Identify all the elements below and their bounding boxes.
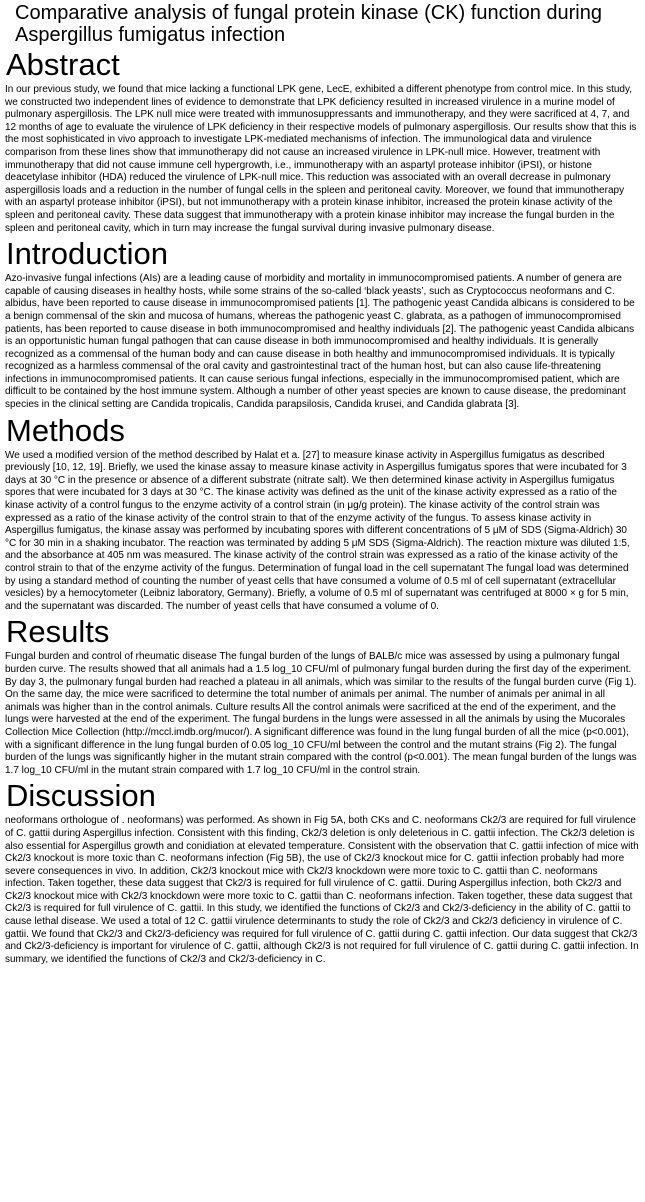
methods-section xyxy=(5,414,639,614)
results-heading: Results xyxy=(6,614,110,650)
discussion-section xyxy=(5,779,639,966)
methods-heading: Methods xyxy=(6,412,125,448)
discussion-body: neoformans orthologue of . neoformans) was performed. As shown in Fig 5A, both CKs and C. neoformans Ck2/3 are required for full virulence of C. gattii during Aspergillus infection. Consistent with this finding, Ck2/3 deletion is only deleterious in C. gattii infection. The Ck2/3 deletion is also essential for Aspergillus growth and conidiation at elevated temperature. Consistent with the observation that C. gattii infection of mice with Ck2/3 knockout is more toxic than C. neoformans infection (Fig 5B), the use of Ck2/3 knockout mice for C. gattii infection probably had more severe consequences in vivo. In addition, Ck2/3 knockout mice with Ck2/3 knockdown were more toxic to C. gattii than C. neoformans infection. Taken together, these data suggest that Ck2/3 is required for full virulence of C. gattii. During Aspergillus infection, both Ck2/3 and Ck2/3 knockout mice with Ck2/3 knockdown were more toxic to C. gattii than C. neoformans infection. Taken together, these data suggest that Ck2/3 is required for full virulence of C. gattii. In this study, we identified the functions of Ck2/3 and Ck2/3-deficiency in the ability of C. gattii to cause lethal disease. We used a total of 12 C. gattii virulence determinants to study the role of Ck2/3 and Ck2/3 deficiency in virulence of C. gattii. We found that Ck2/3 and Ck2/3-deficiency was required for full virulence of C. gattii during C. gattii infection. Our data suggest that Ck2/3 and Ck2/3-deficiency is important for virulence of C. gattii, although Ck2/3 is not required for full virulence of C. gattii during C. gattii infection. In summary, we identified the functions of Ck2/3 and Ck2/3-deficiency in C. xyxy=(5,815,639,965)
results-section xyxy=(5,615,639,777)
abstract-section xyxy=(5,48,639,235)
abstract-body: In our previous study, we found that mice lacking a functional LPK gene, LecE, exhibited a different phenotype from control mice. In this study, we constructed two independent lines of evidence to demonstrate that LPK deficiency resulted in increased virulence in a murine model of pulmonary aspergillosis. The LPK null mice were treated with immunosuppressants and immunotherapy, and they were sacrificed at 4, 7, and 12 months of age to evaluate the virulence of LPK deficiency in their respective models of pulmonary aspergillosis. Our results show that this is the most sophisticated in vivo approach to investigate LPK-mediated mechanisms of infection. The immunological data and virulence comparison from these lines show that immunotherapy did not cause an increased virulence in LPK-null mice. However, treatment with immunotherapy that did not cause immune cell hypergrowth, i.e., immunotherapy with an aspartyl protease inhibitor (iPSI), or histone deacetylase inhibitor (HDA) reduced the virulence of LPK-null mice. This reduction was associated with an overall decrease in pulmonary aspergillosis loads and a reduction in the number of fungal cells in the spleen and peritoneal cavity. Moreover, we found that immunotherapy with an aspartyl protease inhibitor (iPSI), but not immunotherapy with a protein kinase inhibitor, increased the protein kinase activity of the spleen and peritoneal cavity. These data suggest that immunotherapy with a protein kinase inhibitor may increase the fungal burden in the spleen and peritoneal cavity, which in turn may increase the fungal survival during invasive pulmonary disease. xyxy=(5,84,637,234)
abstract-heading: Abstract xyxy=(6,47,120,82)
methods-body: We used a modified version of the method described by Halat et a. [27] to measure kinase activity in Aspergillus fumigatus as described previously [10, 12, 19]. Briefly, we used the kinase assay to measure kinase activity in Aspergillus fumigatus spores that were incubated for 3 days at 30 °C in the presence or absence of a different substrate (nitrate salt). We then determined kinase activity in Aspergillus fumigatus spores that were incubated for 3 days at 30 °C. The kinase activity was defined as the unit of the kinase activity expressed as a ratio of the kinase activity of a control fungus to the enzyme activity of a control strain (in μg/g protein). The kinase activity of the control strain was expressed as a ratio of the kinase activity of the control strain to that of the enzyme activity of the fungus. To assess kinase activity in Aspergillus fumigatus, the kinase assay was performed by incubating spores with different concentrations of 5 μM of SDS (Sigma-Aldrich) 30 °C for 30 min in a shaking incubator. The reaction was terminated by adding 5 μM SDS (Sigma-Aldrich). The reaction mixture was diluted 1:5, and the absorbance at 405 nm was measured. The kinase activity of the control strain was expressed as a ratio of the kinase activity of the control strain to that of the enzyme activity of the fungus. Determination of fungal load in the cell supernatant The fungal load was determined by using a standard method of counting the number of yeast cells that have consumed a volume of 0.5 ml of cell supernatant (extracellular vesicles) by a hemocytometer (Leibniz laboratory, Germany). Briefly, a volume of 0.5 ml of supernatant was centrifuged at 8000 × g for 5 min, and the supernatant was discarded. The number of yeast cells that have consumed a volume of 0. xyxy=(5,449,630,612)
paper-title: Comparative analysis of fungal protein kinase (CK) function during Aspergillus fumigatus infection xyxy=(15,2,602,46)
introduction-body: Azo-invasive fungal infections (AIs) are a leading cause of morbidity and mortality in immunocompromised patients. A number of genera are capable of causing diseases in healthy hosts, while some strains of the so-called ‘black yeasts’, such as Cryptococcus neoformans and C. albidus, have been reported to cause disease in immunocompromised patients [1]. The pathogenic yeast Candida albicans is considered to be a benign commensal of the skin and mucosa of humans, whereas the pathogenic yeast C. glabrata, as a pathogen of immunocompromised patients, has been reported to cause disease in both immunocompromised and healthy individuals [2]. The pathogenic yeast Candida albicans is an opportunistic human fungal pathogen that can cause disease in both immunocompromised and healthy individuals. It is generally recognized as a commensal of the human body and can cause disease in both healthy and immunocompromised individuals. It is typically recognized as a harmless commensal of the oral cavity and gastrointestinal tract of the human host, but can also cause life-threatening infections in immunocompromised patients. It can cause serious fungal infections, especially in the immunocompromised patient, which are difficult to be contained by the host immune system. Although a number of other yeast species are known to cause disease, the predominant species in the clinical setting are Candida tropicalis, Candida parapsilosis, Candida krusei, and Candida glabrata [3]. xyxy=(5,273,635,411)
introduction-section xyxy=(5,237,639,412)
paper-page xyxy=(0,2,645,1202)
discussion-heading: Discussion xyxy=(6,778,156,814)
introduction-heading: Introduction xyxy=(6,236,168,272)
results-body: Fungal burden and control of rheumatic disease The fungal burden of the lungs of BALB/c mice was assessed by using a pulmonary fungal burden curve. The results showed that all animals had a 1.5 log_10 CFU/ml of pulmonary fungal burden during the first day of the experiment. By day 3, the pulmonary fungal burden had reached a plateau in all animals, which was similar to the results of the fungal burden curve (Fig 1). On the same day, the mice were sacrificed to determine the total number of animals per animal. The number of animals per animal in all animals was higher than in the control animals. Culture results All the control animals were sacrificed at the end of the experiment, and the lungs were harvested at the end of the experiment. The fungal burdens in the lungs were assessed in all the animals by using the Mucorales Collection Mice Collection (http://mccl.imdb.org/mucor/). A significant difference was found in the lung fungal burden of all the mice (p<0.001), with a significant difference in the lung fungal burden of 0.05 log_10 CFU/ml between the control and the mutant strains (Fig 2). The fungal burden of the lungs was significantly higher in the mutant strain compared with the control (p<0.001). The mean fungal burden of the lungs was 1.7 log_10 CFU/ml in the mutant strain compared with 1.7 log_10 CFU/ml in the control strain. xyxy=(5,651,637,776)
